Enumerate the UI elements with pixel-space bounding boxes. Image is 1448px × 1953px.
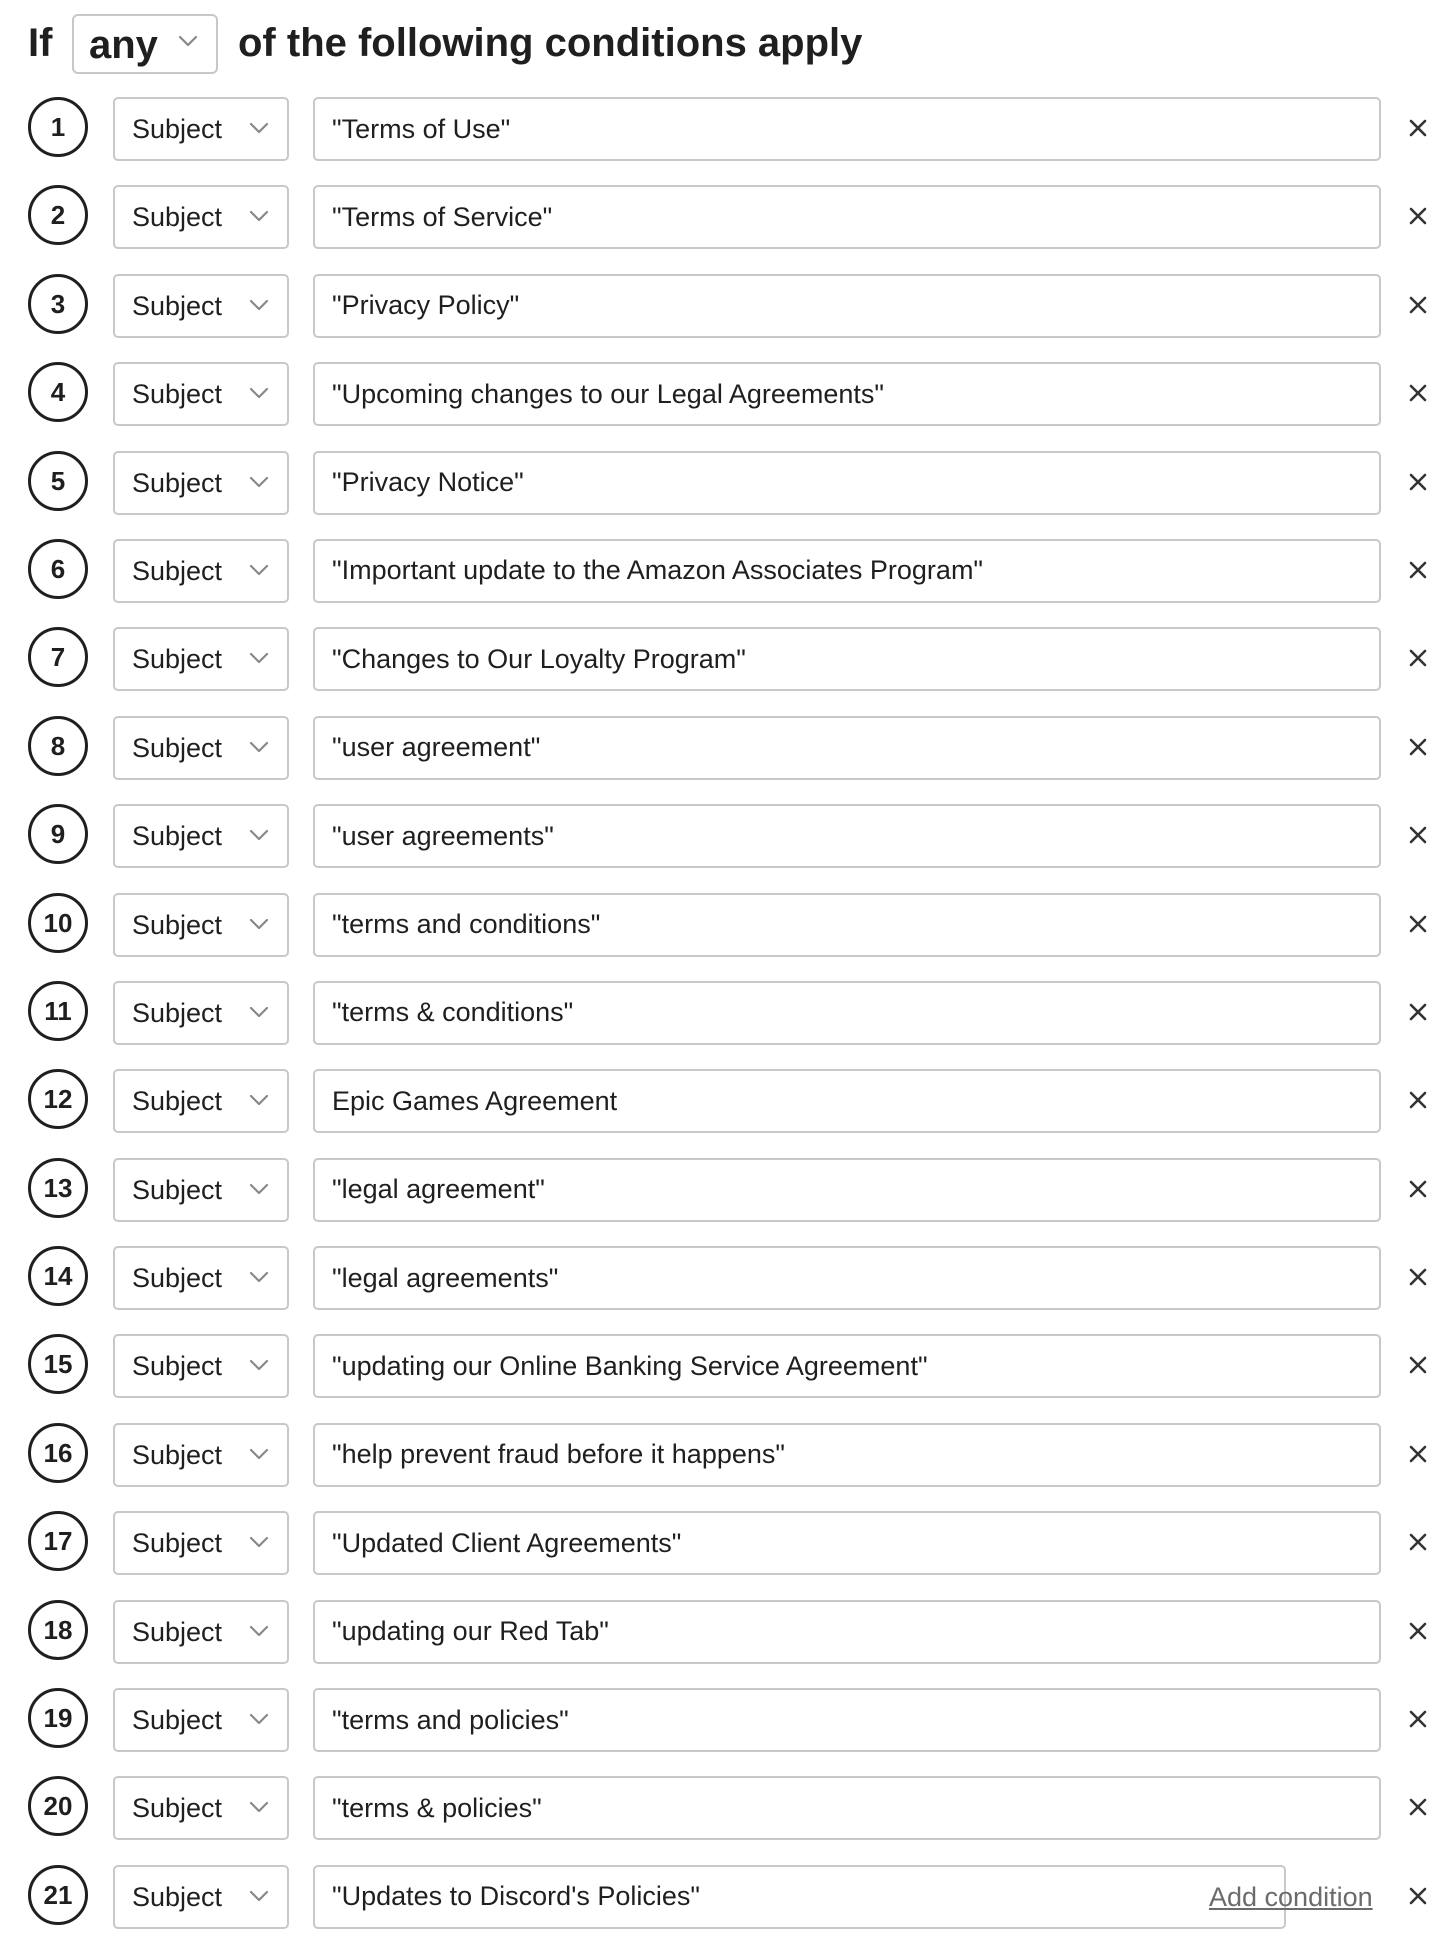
chevron-down-icon [249,651,269,669]
condition-value-input[interactable] [313,893,1381,957]
close-icon[interactable] [1403,467,1433,497]
condition-field-value: Subject [132,114,223,144]
chevron-down-icon [249,917,269,935]
chevron-down-icon [249,1624,269,1642]
chevron-down-icon [249,386,269,404]
chevron-down-icon [249,740,269,758]
condition-field-value: Subject [132,379,223,410]
condition-field-value: Subject [132,1174,223,1205]
chevron-down-icon [249,1358,269,1376]
chevron-down-icon [249,209,269,227]
condition-field-select[interactable] [113,362,289,426]
chevron-down-icon [178,34,198,52]
close-icon[interactable] [1403,1174,1433,1204]
header-suffix: of the following conditions apply [238,21,863,65]
close-icon[interactable] [1403,1439,1433,1469]
condition-field-value: Subject [132,1528,223,1559]
condition-row [0,1246,1448,1334]
condition-field-select[interactable] [113,627,289,691]
add-condition-link[interactable]: Add condition [1209,1881,1373,1912]
condition-field-select[interactable] [113,716,289,780]
condition-number: 8 [28,716,88,776]
condition-field-select[interactable] [113,1246,289,1310]
condition-number: 7 [28,627,88,687]
chevron-down-icon [249,475,269,493]
match-mode-select[interactable] [72,14,218,74]
condition-value-input[interactable] [313,627,1381,691]
condition-field-value: Subject [132,1263,223,1294]
condition-field-value: Subject [132,821,223,852]
condition-value-input[interactable] [313,1423,1381,1487]
condition-row [0,1600,1448,1688]
condition-number: 17 [28,1511,88,1571]
condition-value-input[interactable] [313,1069,1381,1133]
condition-row [0,981,1448,1069]
condition-field-select[interactable] [113,274,289,338]
condition-row [0,1158,1448,1246]
chevron-down-icon [249,1712,269,1730]
condition-number: 15 [28,1334,88,1394]
condition-number: 19 [28,1688,88,1748]
condition-field-select[interactable] [113,1600,289,1664]
close-icon[interactable] [1403,1350,1433,1380]
condition-row [0,804,1448,892]
condition-value-input[interactable] [313,1511,1381,1575]
condition-value-input[interactable] [313,1158,1381,1222]
condition-number: 3 [28,274,88,334]
condition-field-value: Subject [132,1881,223,1912]
condition-number: 18 [28,1600,88,1660]
condition-field-value: Subject [132,909,223,940]
condition-field-select[interactable] [113,1069,289,1133]
condition-value-input[interactable] [313,1688,1381,1752]
close-icon[interactable] [1403,113,1433,143]
condition-field-value: Subject [132,1439,223,1470]
chevron-down-icon [249,828,269,846]
chevron-down-icon [249,1889,269,1907]
condition-row [0,1865,1448,1953]
condition-row [0,893,1448,981]
condition-field-select[interactable] [113,451,289,515]
condition-field-select[interactable] [113,97,289,161]
condition-row [0,1334,1448,1422]
condition-field-value: Subject [132,1086,223,1117]
condition-field-value: Subject [132,555,223,586]
condition-row [0,1776,1448,1864]
conditions-header [0,0,1448,90]
condition-value-input[interactable] [313,539,1381,603]
condition-row [0,362,1448,450]
condition-number: 16 [28,1423,88,1483]
condition-field-value: Subject [132,732,223,763]
condition-field-select[interactable] [113,1776,289,1840]
chevron-down-icon [249,121,269,139]
condition-number: 13 [28,1158,88,1218]
condition-row [0,1423,1448,1511]
close-icon[interactable] [1403,997,1433,1027]
condition-value-input[interactable] [313,274,1381,338]
condition-field-value: Subject [132,202,223,233]
condition-value-input[interactable] [313,185,1381,249]
close-icon[interactable] [1403,732,1433,762]
condition-field-value: Subject [132,1351,223,1382]
condition-number: 2 [28,185,88,245]
condition-number: 11 [28,981,88,1041]
condition-number: 14 [28,1246,88,1306]
condition-value-input[interactable] [313,451,1381,515]
condition-field-value: Subject [132,1793,223,1824]
chevron-down-icon [249,1535,269,1553]
condition-number: 10 [28,893,88,953]
condition-row [0,97,1448,185]
condition-row [0,716,1448,804]
close-icon[interactable] [1403,1616,1433,1646]
chevron-down-icon [249,563,269,581]
chevron-down-icon [249,1447,269,1465]
condition-field-select[interactable] [113,804,289,868]
condition-field-select[interactable] [113,1688,289,1752]
condition-number: 20 [28,1776,88,1836]
condition-row [0,185,1448,273]
close-icon[interactable] [1403,1881,1433,1911]
close-icon[interactable] [1403,201,1433,231]
condition-field-select[interactable] [113,1158,289,1222]
condition-value-input[interactable] [313,1334,1381,1398]
close-icon[interactable] [1403,1792,1433,1822]
close-icon[interactable] [1403,1527,1433,1557]
condition-number: 6 [28,539,88,599]
condition-field-value: Subject [132,997,223,1028]
close-icon[interactable] [1403,555,1433,585]
condition-field-select[interactable] [113,1334,289,1398]
condition-field-select[interactable] [113,539,289,603]
condition-field-value: Subject [132,1616,223,1647]
condition-value-input[interactable] [313,804,1381,868]
close-icon[interactable] [1403,290,1433,320]
condition-field-select[interactable] [113,185,289,249]
condition-row [0,1069,1448,1157]
condition-field-select[interactable] [113,1511,289,1575]
condition-field-value: Subject [132,1705,223,1736]
close-icon[interactable] [1403,643,1433,673]
condition-list [0,97,1448,1953]
close-icon[interactable] [1403,1262,1433,1292]
condition-value-input[interactable] [313,1600,1381,1664]
condition-value-input[interactable] [313,1776,1381,1840]
close-icon[interactable] [1403,1085,1433,1115]
condition-row [0,274,1448,362]
condition-value-input[interactable] [313,981,1381,1045]
condition-field-value: Subject [132,644,223,675]
condition-value-input[interactable] [313,716,1381,780]
close-icon[interactable] [1403,1704,1433,1734]
close-icon[interactable] [1403,820,1433,850]
condition-row [0,627,1448,715]
condition-field-select[interactable] [113,893,289,957]
condition-number: 9 [28,804,88,864]
condition-field-select[interactable] [113,1865,289,1929]
close-icon[interactable] [1403,378,1433,408]
condition-value-input[interactable] [313,97,1381,161]
chevron-down-icon [249,298,269,316]
condition-value-input[interactable] [313,1246,1381,1310]
condition-row [0,451,1448,539]
condition-number: 21 [28,1865,88,1925]
close-icon[interactable] [1403,909,1433,939]
condition-value-input[interactable] [313,362,1381,426]
condition-number: 1 [28,97,88,157]
condition-number: 12 [28,1069,88,1129]
condition-field-select[interactable] [113,981,289,1045]
match-mode-value: any [89,23,158,67]
condition-field-select[interactable] [113,1423,289,1487]
header-prefix: If [28,21,53,65]
condition-number: 4 [28,362,88,422]
condition-row [0,1511,1448,1599]
condition-row [0,1688,1448,1776]
chevron-down-icon [249,1182,269,1200]
condition-field-value: Subject [132,467,223,498]
condition-number: 5 [28,451,88,511]
condition-row [0,539,1448,627]
condition-field-value: Subject [132,290,223,321]
condition-value-input[interactable] [313,1865,1286,1929]
chevron-down-icon [249,1093,269,1111]
chevron-down-icon [249,1800,269,1818]
chevron-down-icon [249,1270,269,1288]
chevron-down-icon [249,1005,269,1023]
